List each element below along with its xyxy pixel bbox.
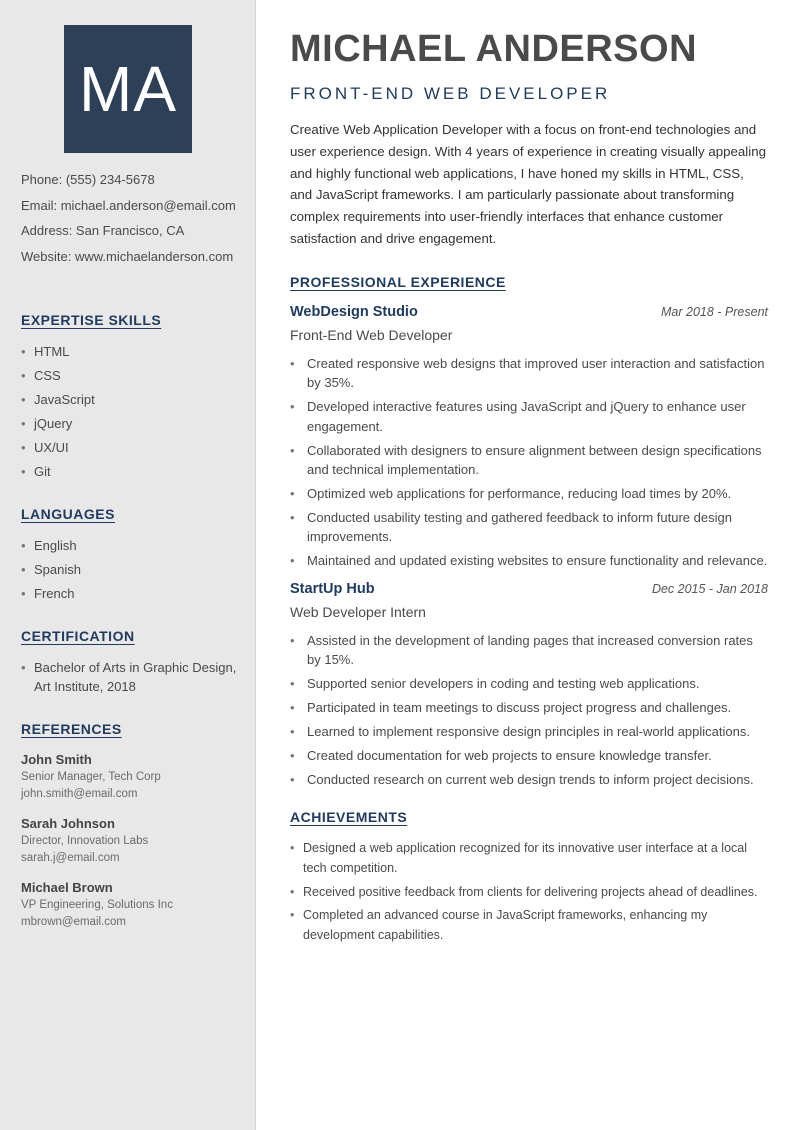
monogram-avatar: MA [64, 25, 192, 153]
languages-heading: LANGUAGES [21, 506, 115, 522]
candidate-name: MICHAEL ANDERSON [290, 28, 698, 70]
job-bullets [290, 354, 768, 571]
contact-phone: Phone: (555) 234-5678 [21, 172, 155, 187]
candidate-role: FRONT-END WEB DEVELOPER [290, 84, 611, 103]
reference-email: sarah.j@email.com [21, 852, 120, 864]
job-dates: Mar 2018 - Present [661, 304, 768, 319]
summary-paragraph: Creative Web Application Developer with a focus on front-end technologies and user experience design. With 4 years of experience in creating visually appealing and highly functional web applications, I have honed my skills in HTML, CSS, and JavaScript frameworks. I am particularly passionate about transforming complex requirements into user-friendly interfaces that enhance customer satisfaction and drive engagement. [290, 122, 767, 246]
list-item: • HTML [21, 342, 246, 361]
job-dates: Dec 2015 - Jan 2018 [651, 581, 768, 596]
job-company: WebDesign Studio [290, 303, 418, 320]
job-header [290, 304, 768, 320]
certification-section [21, 628, 246, 701]
reference-item [21, 815, 246, 867]
list-item: • Spanish [21, 560, 246, 579]
list-item: • Collaborated with designers to ensure alignment between design specifications and technical implementation. [290, 441, 768, 480]
list-item: • Conducted research on current web design trends to inform project decisions. [290, 770, 768, 790]
achievements-heading: ACHIEVEMENTS [290, 809, 408, 826]
list-item: • Participated in team meetings to discuss project progress and challenges. [290, 698, 768, 718]
references-section [21, 721, 246, 943]
contact-address: Address: San Francisco, CA [21, 223, 185, 238]
languages-section [21, 506, 246, 608]
reference-email: mbrown@email.com [21, 916, 126, 928]
experience-heading: PROFESSIONAL EXPERIENCE [290, 273, 506, 290]
list-item: • JavaScript [21, 390, 246, 409]
job-entry [290, 304, 768, 571]
list-item: • UX/UI [21, 438, 246, 457]
reference-name: Sarah Johnson [21, 816, 115, 831]
certification-heading: CERTIFICATION [21, 628, 135, 644]
main-content [290, 26, 768, 950]
list-item: • Created documentation for web projects to ensure knowledge transfer. [290, 746, 768, 766]
skills-heading: EXPERTISE SKILLS [21, 312, 162, 328]
reference-item [21, 751, 246, 803]
list-item: • Assisted in the development of landing pages that increased conversion rates by 15%. [290, 631, 768, 670]
reference-name: John Smith [21, 752, 92, 767]
job-header [290, 581, 768, 597]
references-heading: REFERENCES [21, 721, 122, 737]
list-item: • jQuery [21, 414, 246, 433]
list-item: • Git [21, 462, 246, 481]
list-item: • Supported senior developers in coding and testing web applications. [290, 674, 768, 694]
reference-role: Director, Innovation Labs [21, 835, 149, 847]
skills-section [21, 312, 246, 486]
reference-role: Senior Manager, Tech Corp [21, 771, 161, 783]
contact-website: Website: www.michaelanderson.com [21, 248, 234, 264]
reference-role: VP Engineering, Solutions Inc [21, 899, 173, 911]
contact-email: Email: michael.anderson@email.com [21, 197, 236, 213]
list-item: • English [21, 536, 246, 555]
list-item: • Learned to implement responsive design principles in real-world applications. [290, 722, 768, 742]
job-entry [290, 581, 768, 789]
list-item: • Developed interactive features using JavaScript and jQuery to enhance user engagement. [290, 397, 768, 436]
sidebar [0, 0, 256, 1130]
list-item: • Bachelor of Arts in Graphic Design, Art Institute, 2018 [21, 658, 246, 696]
contact-info [21, 170, 236, 272]
certification-list [21, 658, 246, 696]
job-position: Web Developer Intern [290, 603, 426, 620]
languages-list [21, 536, 246, 603]
job-bullets [290, 631, 768, 789]
reference-name: Michael Brown [21, 880, 113, 895]
list-item: • CSS [21, 366, 246, 385]
list-item: • Optimized web applications for performance, reducing load times by 20%. [290, 484, 768, 504]
list-item: • Maintained and updated existing websites to ensure functionality and relevance. [290, 551, 768, 571]
list-item: • Designed a web application recognized for its innovative user interface at a local tech competition. [290, 839, 768, 878]
list-item: • Completed an advanced course in JavaScript frameworks, enhancing my development capabilities. [290, 906, 768, 945]
list-item: • French [21, 584, 246, 603]
job-company: StartUp Hub [290, 580, 375, 597]
achievements-list [290, 839, 768, 945]
job-position: Front-End Web Developer [290, 326, 453, 343]
list-item: • Received positive feedback from clients for delivering projects ahead of deadlines. [290, 883, 768, 903]
skills-list [21, 342, 246, 481]
list-item: • Conducted usability testing and gathered feedback to inform future design improvements. [290, 508, 768, 547]
reference-item [21, 879, 246, 931]
list-item: • Created responsive web designs that improved user interaction and satisfaction by 35%. [290, 354, 768, 393]
reference-email: john.smith@email.com [21, 788, 138, 800]
